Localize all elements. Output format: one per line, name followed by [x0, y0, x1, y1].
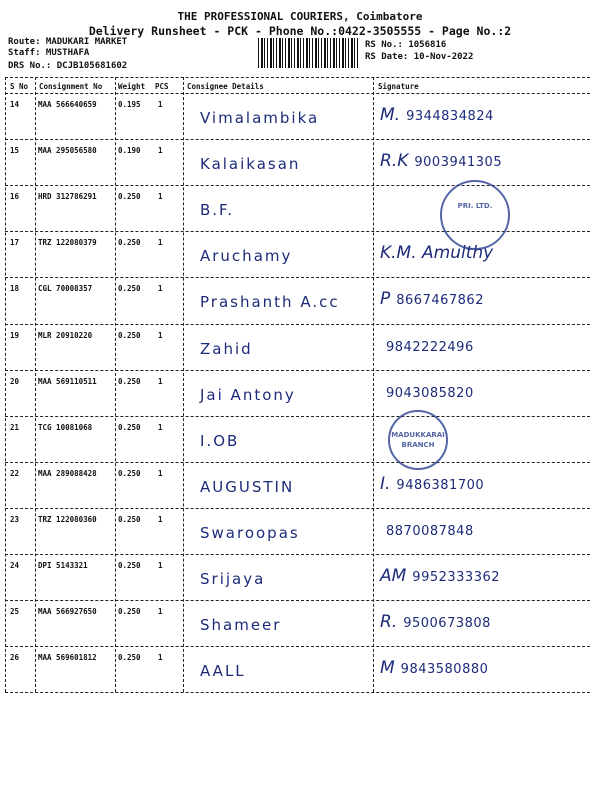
row-consignee-name: AUGUSTIN	[200, 477, 295, 496]
row-serial-number: 18	[10, 284, 20, 294]
drs-number: DRS No.: DCJB105681602	[8, 61, 128, 71]
branch-stamp: MADUKKARAI BRANCH	[388, 410, 448, 470]
row-pcs: 1	[158, 146, 163, 156]
col-header-consignment: Consignment No	[39, 82, 103, 91]
row-consignee-name: B.F.	[200, 201, 235, 220]
header-divider	[5, 93, 590, 94]
runsheet-subtitle: Delivery Runsheet - PCK - Phone No.:0422-3505555 - Page No.:2	[88, 24, 512, 38]
signature-scribble: R.K	[380, 151, 409, 172]
row-weight: 0.250	[118, 238, 141, 248]
row-pcs: 1	[158, 468, 163, 478]
route-label: Route: MADUKARI MARKET	[8, 37, 128, 47]
row-consignment-number: MAA 566640659	[38, 100, 97, 109]
row-weight: 0.250	[118, 653, 141, 663]
row-serial-number: 19	[10, 330, 20, 340]
row-serial-number: 14	[10, 100, 20, 109]
row-pcs: 1	[158, 653, 163, 663]
row-weight: 0.190	[118, 146, 141, 156]
row-consignee-name: I.OB	[200, 431, 240, 450]
row-pcs: 1	[158, 330, 163, 340]
row-weight: 0.250	[118, 607, 141, 617]
row-weight: 0.250	[118, 284, 141, 294]
row-divider	[5, 185, 590, 186]
row-divider	[5, 139, 590, 140]
signature-scribble: I.	[380, 473, 391, 494]
col-header-sno: S No	[10, 82, 29, 91]
row-consignee-name: Vimalambika	[200, 109, 320, 127]
row-consignment-number: DPI 5143321	[38, 561, 88, 570]
signature-phone: 9842222496	[386, 339, 474, 355]
col-header-weight: Weight	[118, 82, 146, 91]
row-serial-number: 17	[10, 238, 20, 248]
row-serial-number: 26	[10, 653, 20, 663]
row-divider	[5, 277, 590, 278]
staff-label: Staff: MUSTHAFA	[8, 48, 90, 58]
row-consignment-number: TRZ 122080379	[38, 238, 97, 248]
row-weight: 0.250	[118, 376, 141, 386]
row-pcs: 1	[158, 514, 163, 524]
row-consignment-number: CGL 70008357	[38, 284, 93, 294]
row-signature	[380, 151, 502, 171]
row-pcs: 1	[158, 422, 163, 432]
signature-scribble: M.	[380, 105, 401, 125]
row-serial-number: 25	[10, 607, 20, 617]
row-consignment-number: MAA 295056580	[38, 146, 97, 156]
signature-scribble: K.M. Amulthy	[380, 243, 494, 264]
signature-scribble: P	[380, 289, 391, 310]
row-divider	[5, 646, 590, 647]
row-serial-number: 22	[10, 468, 20, 478]
row-pcs: 1	[158, 238, 163, 248]
col-header-pcs: PCS	[155, 82, 169, 91]
row-consignee-name: Prashanth A.cc	[200, 293, 340, 312]
row-weight: 0.250	[118, 468, 141, 478]
row-serial-number: 21	[10, 422, 20, 432]
row-signature	[380, 197, 386, 217]
row-signature	[380, 336, 474, 356]
row-signature	[380, 289, 484, 309]
signature-phone: 9952333362	[412, 570, 501, 585]
row-pcs: 1	[158, 100, 163, 109]
row-signature	[380, 474, 484, 494]
row-weight: 0.250	[118, 330, 141, 340]
row-pcs: 1	[158, 284, 163, 294]
row-signature	[380, 382, 474, 402]
row-weight: 0.250	[118, 514, 141, 524]
row-consignment-number: MLR 20910220	[38, 330, 93, 340]
barcode	[258, 38, 358, 68]
signature-scribble: M	[380, 658, 395, 679]
row-pcs: 1	[158, 192, 163, 202]
row-divider	[5, 462, 590, 463]
row-divider	[5, 508, 590, 509]
row-pcs: 1	[158, 376, 163, 386]
signature-phone: 9843580880	[400, 662, 489, 678]
row-serial-number: 15	[10, 146, 20, 156]
row-signature	[380, 105, 494, 125]
row-divider	[5, 370, 590, 371]
row-serial-number: 16	[10, 192, 20, 202]
row-serial-number: 23	[10, 514, 20, 524]
signature-phone: 9344834824	[406, 109, 494, 124]
row-divider	[5, 416, 590, 417]
row-consignee-name: Zahid	[200, 339, 253, 358]
row-pcs: 1	[158, 607, 163, 617]
row-signature	[380, 520, 474, 540]
signature-phone: 9486381700	[396, 477, 485, 493]
row-weight: 0.250	[118, 192, 141, 202]
rs-number: RS No.: 1056816	[365, 40, 447, 50]
signature-phone: 9003941305	[414, 155, 503, 171]
row-consignment-number: MAA 569601812	[38, 653, 97, 663]
row-consignee-name: AALL	[200, 662, 246, 681]
company-title: THE PROFESSIONAL COURIERS, Coimbatore	[177, 10, 423, 23]
row-divider	[5, 692, 590, 693]
signature-scribble: R.	[380, 612, 398, 633]
row-consignee-name: Shameer	[200, 616, 282, 635]
row-weight: 0.250	[118, 561, 141, 570]
signature-phone: 8667467862	[396, 293, 484, 309]
row-divider	[5, 324, 590, 325]
row-serial-number: 20	[10, 376, 20, 386]
signature-phone: 9500673808	[403, 616, 491, 632]
row-consignment-number: TCG 10081068	[38, 422, 93, 432]
row-signature	[380, 612, 491, 632]
row-consignee-name: Swaroopas	[200, 523, 300, 542]
row-signature	[380, 658, 488, 678]
row-signature	[380, 566, 500, 586]
row-consignment-number: MAA 566927650	[38, 607, 97, 617]
row-consignment-number: MAA 569110511	[38, 376, 97, 386]
row-consignee-name: Srijaya	[200, 570, 266, 588]
row-serial-number: 24	[10, 561, 20, 570]
company-stamp: PRI. LTD.	[440, 180, 510, 250]
row-divider	[5, 554, 590, 555]
row-consignment-number: HRD 312786291	[38, 192, 97, 202]
signature-phone: 9043085820	[386, 385, 474, 401]
row-weight: 0.195	[118, 100, 141, 109]
row-consignee-name: Aruchamy	[200, 247, 293, 266]
signature-scribble: AM	[380, 566, 407, 586]
signature-phone: 8870087848	[386, 523, 474, 539]
row-pcs: 1	[158, 561, 163, 570]
col-header-consignee: Consignee Details	[187, 82, 264, 91]
row-consignee-name: Kalaikasan	[200, 155, 301, 174]
row-weight: 0.250	[118, 422, 141, 432]
row-signature	[380, 428, 386, 448]
row-consignment-number: MAA 289088428	[38, 468, 97, 478]
table-top-border	[5, 77, 590, 78]
row-divider	[5, 600, 590, 601]
row-consignment-number: TRZ 122080360	[38, 514, 97, 524]
row-consignee-name: Jai Antony	[200, 385, 296, 404]
rs-date: RS Date: 10-Nov-2022	[365, 52, 474, 62]
col-header-signature: Signature	[378, 82, 419, 91]
